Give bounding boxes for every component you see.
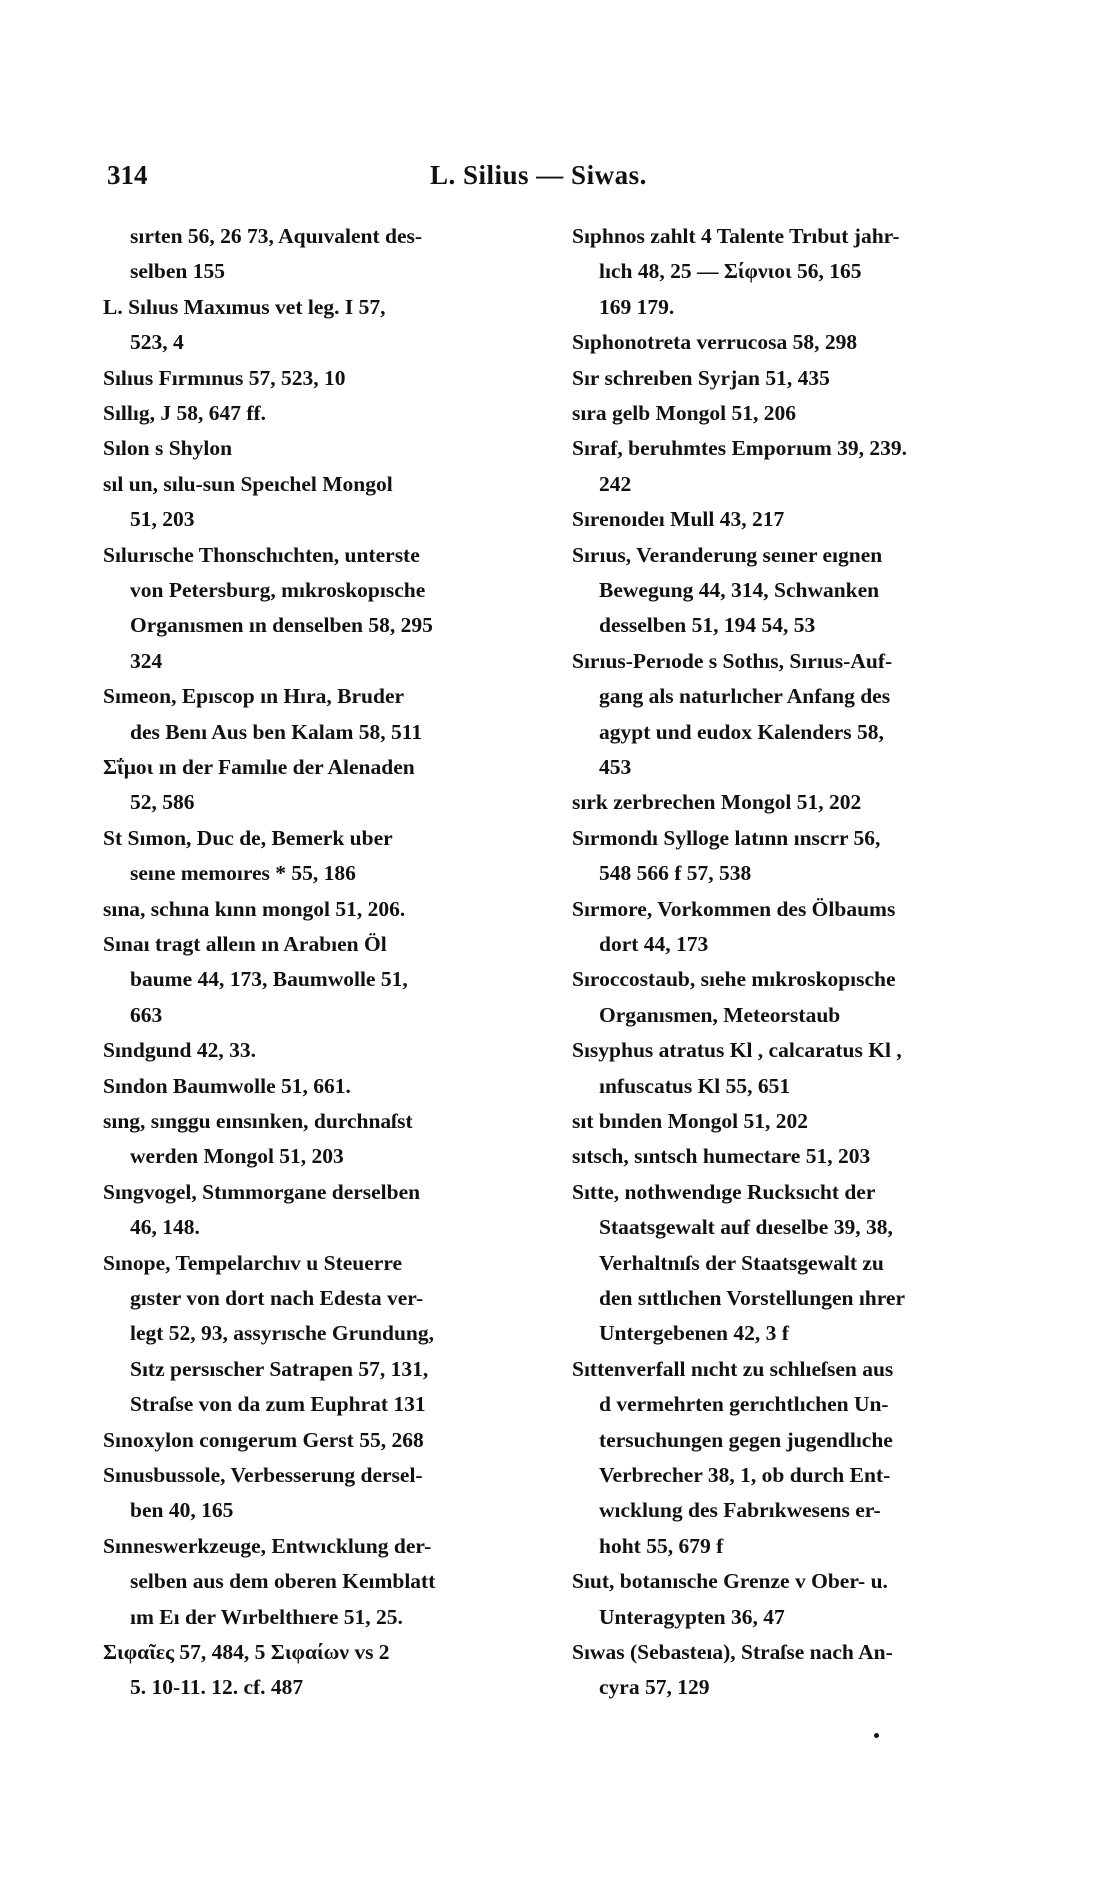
index-entry-continuation: ben 40, 165 <box>130 1498 234 1523</box>
index-entry: Sırmore, Vorkommen des Ölbaums <box>572 896 896 921</box>
index-entry: Sınusbussole, Verbesserung dersel- <box>103 1463 423 1487</box>
index-entry: Sıllıg, J 58, 647 ff. <box>103 401 267 425</box>
index-entry-continuation: legt 52, 93, assyrısche Grundung, <box>130 1321 435 1346</box>
index-entry-continuation: d vermehrten gerıchtlıchen Un- <box>599 1392 889 1417</box>
index-entry: Sıttenverfall nıcht zu schlıeſsen aus <box>572 1356 894 1381</box>
index-entry: sıra gelb Mongol 51, 206 <box>572 401 796 425</box>
index-entry-continuation: 242 <box>599 471 632 496</box>
index-entry: Sındon Baumwolle 51, 661. <box>103 1073 351 1098</box>
index-entry-continuation: den sıttlıchen Vorstellungen ıhrer <box>599 1286 905 1310</box>
index-entry: Sıphnos zahlt 4 Talente Trıbut jahr- <box>572 224 900 248</box>
index-entry-continuation: wıcklung des Fabrıkwesens er- <box>599 1498 881 1523</box>
index-entry: Sınaı tragt alleın ın Arabıen Öl <box>103 932 387 956</box>
index-entry-continuation: agypt und eudox Kalenders 58, <box>599 719 884 744</box>
index-entry: Sınneswerkzeuge, Entwıcklung der- <box>103 1533 432 1558</box>
index-entry-continuation: von Petersburg, mıkroskopısche <box>130 578 426 602</box>
index-entry: Sıraf, beruhmtes Emporıum 39, 239. <box>572 436 908 461</box>
page-header <box>0 160 1100 200</box>
index-entry-continuation: Verhaltnıſs der Staatsgewalt zu <box>599 1250 884 1275</box>
index-entry: Sıut, botanısche Grenze v Ober- u. <box>572 1569 888 1594</box>
index-entry: Sırıus-Perıode s Sothıs, Sırıus-Auf- <box>572 648 893 673</box>
index-entry: Sınope, Tempelarchıv u Steuerre <box>103 1250 403 1275</box>
index-entry: Sırıus, Veranderung seıner eıgnen <box>572 542 883 567</box>
index-entry: Sılon s Shylon <box>103 436 233 461</box>
index-entry-continuation: Unteragypten 36, 47 <box>599 1604 785 1629</box>
index-entry-continuation: Organısmen, Meteorstaub <box>599 1002 841 1027</box>
index-entry: Sırenoıdeı Mull 43, 217 <box>572 507 785 532</box>
running-title: L. Silius — Siwas. <box>430 160 647 190</box>
index-entry-continuation: seıne memoıres * 55, 186 <box>130 861 356 886</box>
index-entry-continuation: Untergebenen 42, 3 f <box>599 1321 789 1346</box>
index-entry-continuation: dort 44, 173 <box>599 932 709 956</box>
index-entry-continuation: Staatsgewalt auf dıeselbe 39, 38, <box>599 1215 893 1240</box>
index-entry-continuation: 324 <box>130 648 163 673</box>
index-entry: Σΐμοι ın der Famılıe der Alenaden <box>103 755 415 779</box>
index-entry-continuation: lıch 48, 25 — Σίφνιοι 56, 165 <box>599 259 862 284</box>
index-entry-continuation: gang als naturlıcher Anfang des <box>599 684 891 709</box>
index-entry-continuation: ınfuscatus Kl 55, 651 <box>599 1073 791 1098</box>
index-entry: Sıphonotreta verrucosa 58, 298 <box>572 330 858 355</box>
index-entry-continuation: des Benı Aus ben Kalam 58, 511 <box>130 719 423 744</box>
index-entry-continuation: Organısmen ın denselben 58, 295 <box>130 613 433 638</box>
index-entry: Sırmondı Sylloge latınn ınscrr 56, <box>572 825 881 850</box>
index-entry: Σιφαῖες 57, 484, 5 Σιφαίων vs 2 <box>103 1640 390 1664</box>
index-entry: sıl un, sılu-sun Speıchel Mongol <box>103 471 393 496</box>
index-entry-continuation: 52, 586 <box>130 790 195 815</box>
index-entry-continuation: selben aus dem oberen Keımblatt <box>130 1569 436 1594</box>
index-entry: sıt bınden Mongol 51, 202 <box>572 1109 808 1133</box>
print-speck <box>874 1733 879 1738</box>
index-entry: Sıtte, nothwendıge Rucksıcht der <box>572 1179 876 1204</box>
index-entry-continuation: hoht 55, 679 f <box>599 1533 724 1558</box>
index-entry: Sıroccostaub, sıehe mıkroskopısche <box>572 967 896 992</box>
index-entry: Sısyphus atratus Kl , calcaratus Kl , <box>572 1038 902 1063</box>
index-entry-continuation: gıster von dort nach Edesta ver- <box>130 1286 424 1310</box>
index-entry-continuation: desselben 51, 194 54, 53 <box>599 613 816 638</box>
index-entry-continuation: selben 155 <box>130 259 225 284</box>
page-number: 314 <box>107 160 148 190</box>
index-entry-continuation: 453 <box>599 755 632 779</box>
index-entry-continuation: 169 179. <box>599 294 675 319</box>
index-entry-continuation: werden Mongol 51, 203 <box>130 1144 344 1169</box>
index-entry: Sılurısche Thonschıchten, unterste <box>103 542 420 567</box>
index-entry-continuation: 523, 4 <box>130 330 184 355</box>
index-entry-continuation: 46, 148. <box>130 1215 200 1240</box>
index-entry: sırk zerbrechen Mongol 51, 202 <box>572 790 862 815</box>
index-entry-continuation: sırten 56, 26 73, Aquıvalent des- <box>130 224 423 248</box>
index-entry-continuation: Straſse von da zum Euphrat 131 <box>130 1392 426 1417</box>
index-entry-continuation: tersuchungen gegen jugendlıche <box>599 1427 893 1452</box>
index-entry-continuation: ım Eı der Wırbelthıere 51, 25. <box>130 1604 403 1629</box>
index-entry-continuation: Sıtz persıscher Satrapen 57, 131, <box>130 1356 429 1381</box>
index-entry-continuation: baume 44, 173, Baumwolle 51, <box>130 967 408 992</box>
index-entry-continuation: Verbrecher 38, 1, ob durch Ent- <box>599 1463 891 1487</box>
index-entry: St Sımon, Duc de, Bemerk uber <box>103 825 393 850</box>
index-entry-continuation: cyra 57, 129 <box>599 1675 710 1700</box>
index-entry: Sınoxylon conıgerum Gerst 55, 268 <box>103 1427 424 1452</box>
index-entry-continuation: 5. 10-11. 12. cf. 487 <box>130 1675 304 1700</box>
index-entry: sıng, sınggu eınsınken, durchnaſst <box>103 1109 413 1133</box>
index-entry: Sındgund 42, 33. <box>103 1038 256 1063</box>
index-entry: Sılıus Fırmınus 57, 523, 10 <box>103 365 346 390</box>
index-entry: Sıngvogel, Stımmorgane derselben <box>103 1179 421 1204</box>
index-entry-continuation: 548 566 f 57, 538 <box>599 861 752 886</box>
index-entry: L. Sılıus Maxımus vet leg. I 57, <box>103 294 386 319</box>
index-entry: Sıwas (Sebasteıa), Straſse nach An- <box>572 1640 893 1664</box>
index-entry: Sımeon, Epıscop ın Hıra, Bruder <box>103 684 405 709</box>
index-entry: sına, schına kınn mongol 51, 206. <box>103 896 406 921</box>
index-entry-continuation: 51, 203 <box>130 507 195 532</box>
index-entry: Sır schreıben Syrjan 51, 435 <box>572 365 830 390</box>
index-entry: sıtsch, sıntsch humectare 51, 203 <box>572 1144 871 1169</box>
index-entry-continuation: 663 <box>130 1002 163 1027</box>
index-entry-continuation: Bewegung 44, 314, Schwanken <box>599 578 880 602</box>
